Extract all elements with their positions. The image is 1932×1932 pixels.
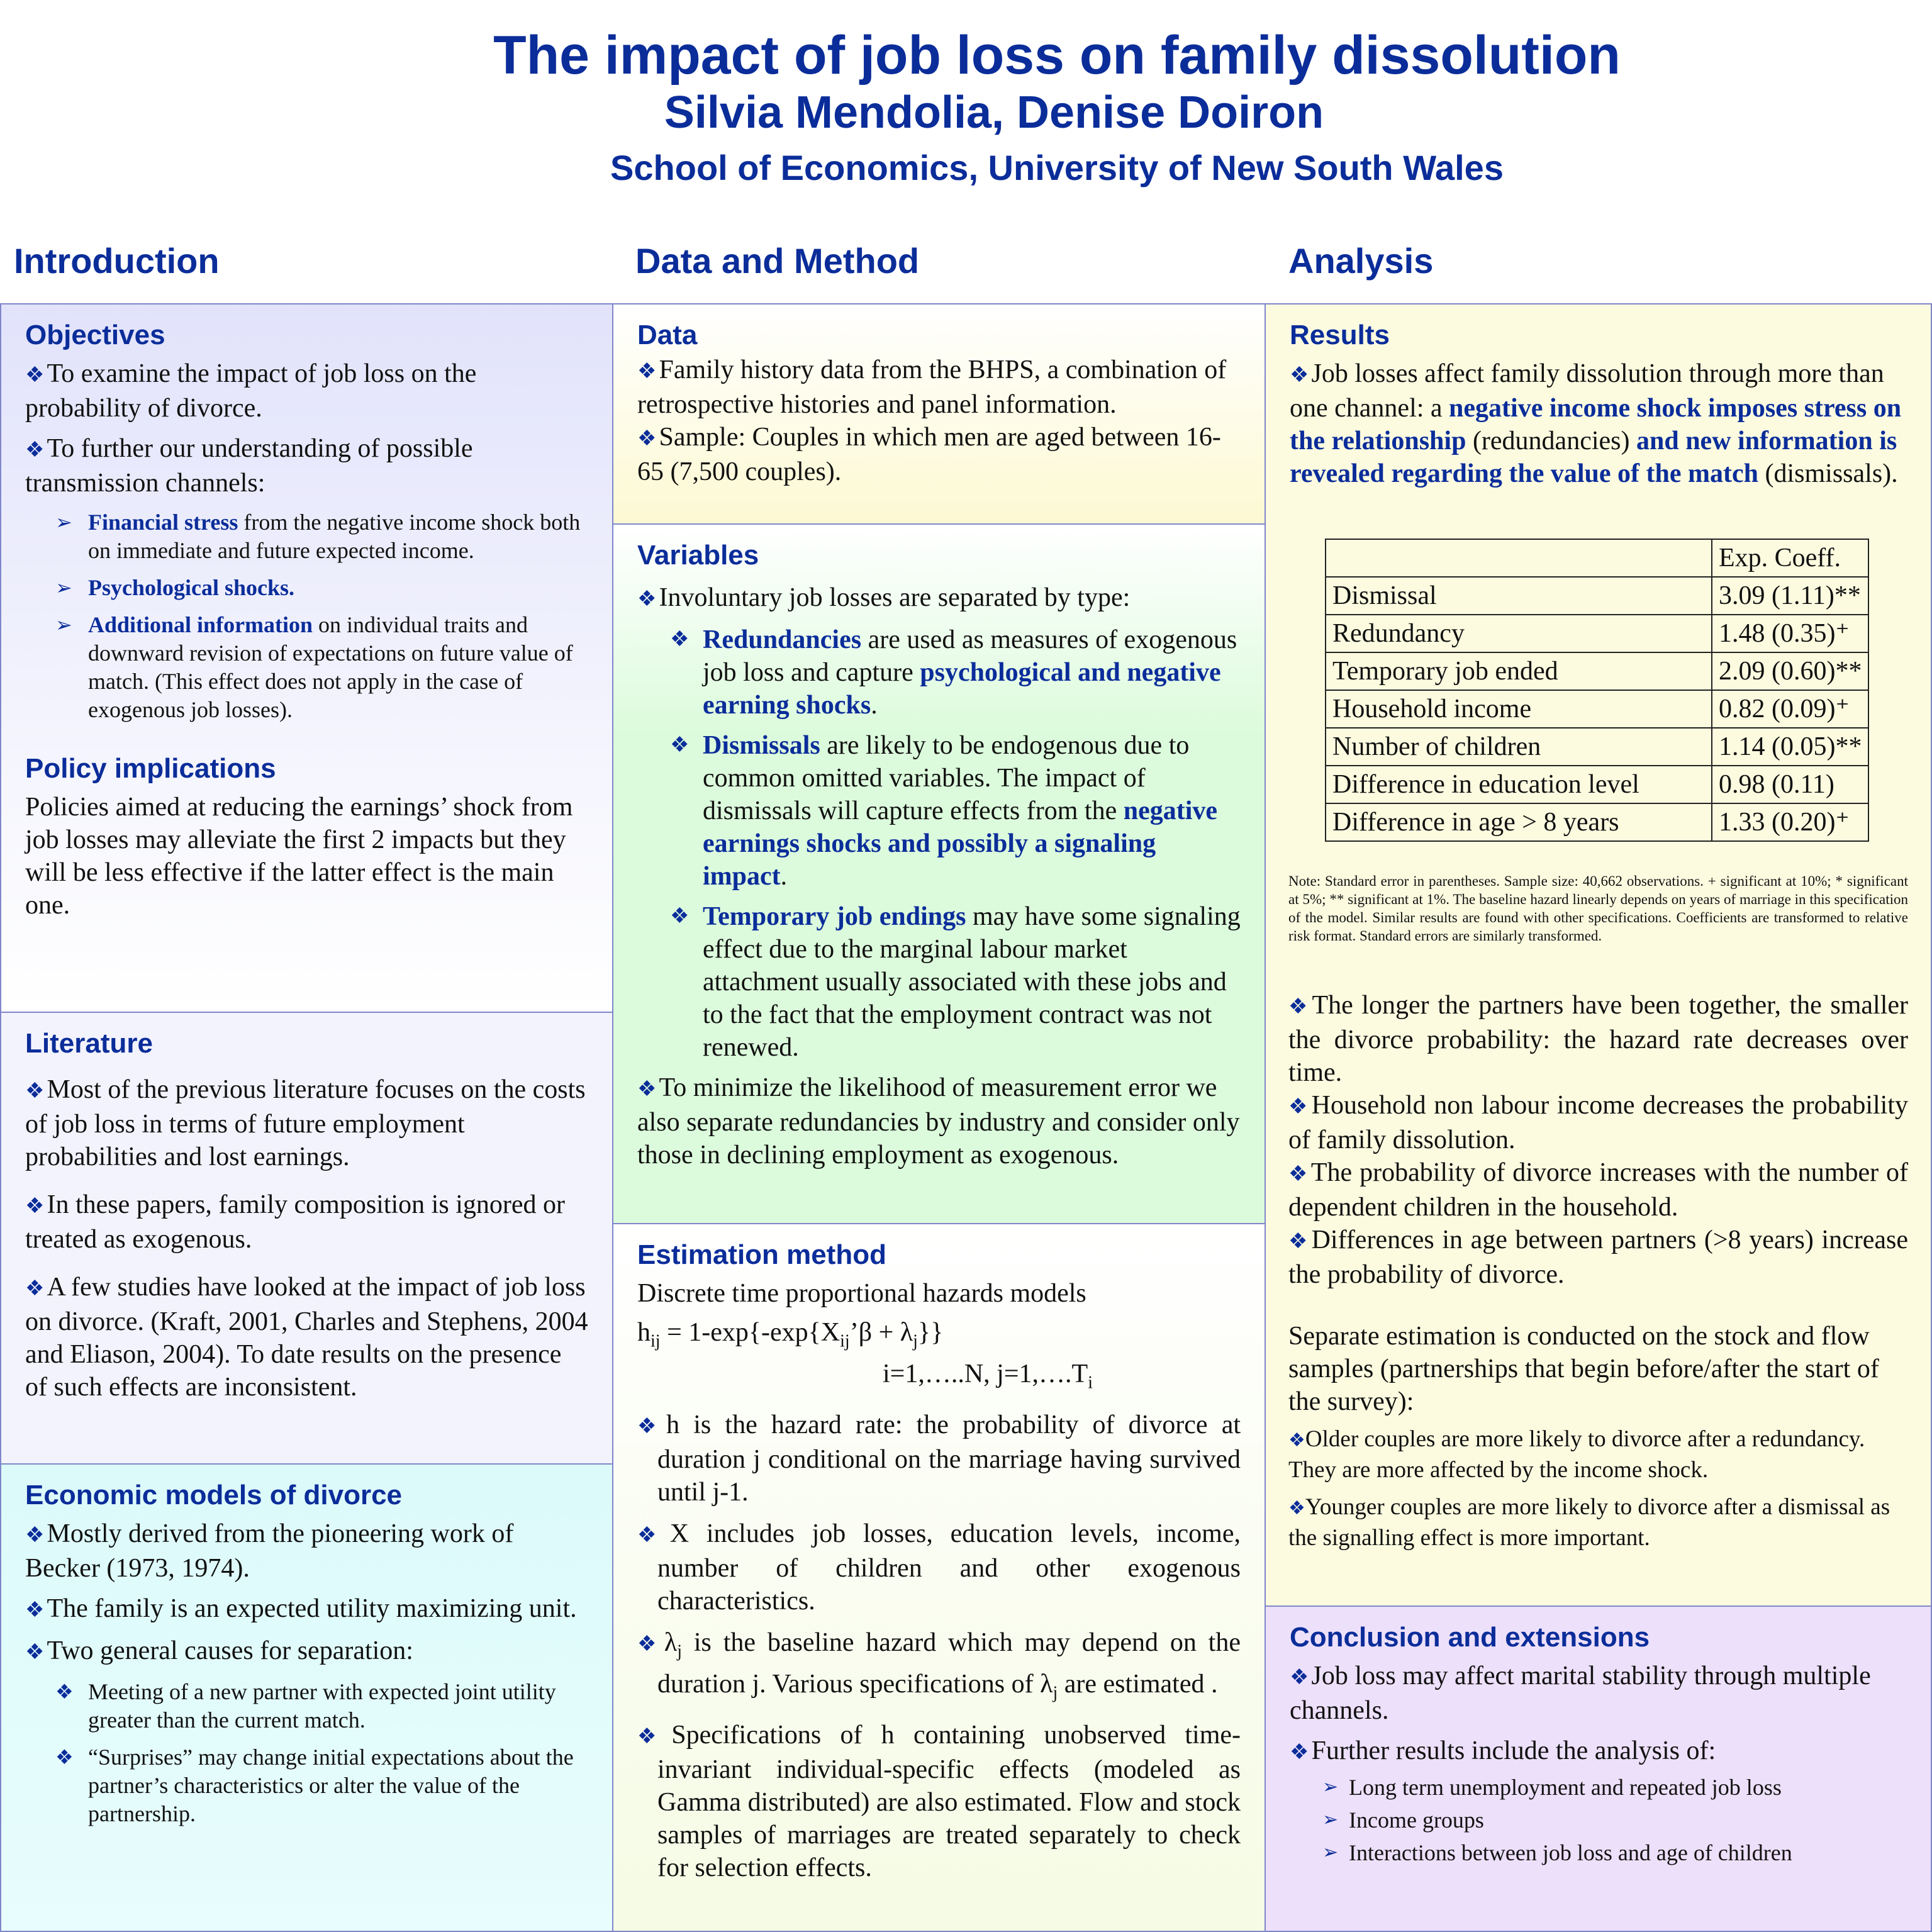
column-title-analysis: Analysis <box>1288 241 1434 281</box>
results-bullet-3: ❖Household non labour income decreases the probability of family dissolution. <box>1288 1091 1908 1154</box>
economic-bullet-2: ❖The family is an expected utility maximizing unit. <box>25 1594 577 1623</box>
results-sub-1: ❖Older couples are more likely to divorce after a redundancy. They are more affected by the income shock. <box>1288 1426 1865 1483</box>
arrow-bullet-icon: ➢ <box>1322 1809 1339 1830</box>
conclusion-panel <box>1265 1605 1932 1932</box>
table-row <box>1326 728 1868 766</box>
variables-panel <box>612 523 1266 1224</box>
diamond-bullet-icon: ❖ <box>1288 995 1310 1019</box>
list-item: ➢ Income groups <box>1290 1806 1907 1834</box>
economic-models-title: Economic models of divorce <box>25 1480 403 1510</box>
literature-title: Literature <box>25 1028 153 1059</box>
estimation-formula-index: i=1,…..N, $j=1,\dots.T_i$ <box>883 1360 1093 1393</box>
results-note-block <box>1288 872 1908 945</box>
diamond-bullet-icon: ❖ <box>637 1632 662 1656</box>
literature-panel <box>0 1012 613 1465</box>
diamond-bullet-icon: ❖ <box>25 1599 45 1622</box>
estimation-title: Estimation method <box>637 1239 887 1270</box>
diamond-bullet-icon: ❖ <box>1288 1430 1305 1451</box>
arrow-bullet-icon: ➢ <box>55 576 72 599</box>
list-item: ➢ Interactions between job loss and age of children <box>1290 1838 1907 1867</box>
results-findings <box>1288 989 1908 1553</box>
table-cell-variable: Redundancy <box>1326 615 1712 652</box>
table-cell-variable: Difference in education level <box>1326 766 1712 803</box>
literature-bullet-3: ❖A few studies have looked at the impact of job loss on divorce. (Kraft, 2001, Charles and Stephens, 2004 and Eliason, 2004). To date results on the presence of such effects are inconsistent. <box>25 1273 588 1402</box>
policy-title: Policy implications <box>25 753 276 784</box>
literature-bullet-1: ❖Most of the previous literature focuses on the costs of job loss in terms of future employment probabilities and lost earnings. <box>25 1075 586 1171</box>
diamond-bullet-icon: ❖ <box>637 1078 657 1101</box>
estimation-bullet-1: ❖h is the hazard rate: the probability of divorce at duration j conditional on the marriage having survived until j-1. <box>637 1410 1241 1507</box>
diamond-bullet-icon: ❖ <box>55 1746 74 1768</box>
diamond-bullet-icon: ❖ <box>1288 1095 1309 1119</box>
table-cell-variable: Temporary job ended <box>1326 652 1712 690</box>
results-table <box>1325 539 1869 842</box>
column-title-introduction: Introduction <box>14 241 220 281</box>
table-cell-coefficient: 2.09 (0.60)** <box>1712 652 1868 690</box>
estimation-panel <box>612 1223 1266 1932</box>
objectives-sub-1: ➢ Financial stress from the negative income shock both on immediate and future expected income. <box>55 510 581 563</box>
diamond-bullet-icon: ❖ <box>25 1080 45 1103</box>
arrow-bullet-icon: ➢ <box>55 613 72 636</box>
arrow-bullet-icon: ➢ <box>1322 1842 1339 1863</box>
diamond-bullet-icon: ❖ <box>25 364 45 387</box>
arrow-bullet-icon: ➢ <box>1322 1777 1339 1797</box>
variables-bullet-2: ❖To minimize the likelihood of measurement error we also separate redundancies by industry and consider only those in declining employment as exogenous. <box>637 1073 1240 1170</box>
economic-bullet-1: ❖Mostly derived from the pioneering work of Becker (1973, 1974). <box>25 1519 514 1583</box>
poster-authors: Silvia Mendolia, Denise Doiron <box>664 87 1324 138</box>
economic-bullet-3: ❖Two general causes for separation: <box>25 1636 413 1665</box>
table-cell-variable: Dismissal <box>1326 577 1712 615</box>
diamond-bullet-icon: ❖ <box>1288 1163 1309 1186</box>
estimation-bullet-2: ❖X includes job losses, education levels, income, number of children and other exogenous characteristics. <box>637 1519 1241 1616</box>
poster-title: The impact of job loss on family dissolution <box>493 25 1621 86</box>
data-panel <box>612 303 1266 525</box>
estimation-bullet-4: ❖Specifications of h containing unobserved time-invariant individual-specific effects (modeled as Gamma distributed) are also estimated. Flow and stock samples of marriages are treated separately to check for selection effects. <box>637 1720 1241 1882</box>
estimation-bullet-3: $❖\lambda_j$ is the baseline hazard which may depend on the duration j. Various specifications of $\lambda_j$ are estimated . <box>637 1628 1241 1703</box>
diamond-bullet-icon: ❖ <box>637 1724 669 1748</box>
table-header-row <box>1326 539 1868 577</box>
diamond-bullet-icon: ❖ <box>670 905 690 928</box>
objectives-panel <box>0 303 613 1013</box>
diamond-bullet-icon: ❖ <box>1288 1230 1309 1253</box>
table-row <box>1326 652 1868 690</box>
diamond-bullet-icon: ❖ <box>637 427 657 450</box>
table-header-empty <box>1326 539 1712 577</box>
table-row <box>1326 766 1868 803</box>
variables-sub-2: ❖ Dismissals are likely to be endogenous due to common omitted variables. The impact of dismissals will capture effects from the negative earnings shocks and possibly a signaling impact. <box>637 729 1241 893</box>
diamond-bullet-icon: ❖ <box>25 438 45 462</box>
objectives-bullet-2: ❖To further our understanding of possible transmission channels: <box>25 434 473 498</box>
table-row <box>1326 615 1868 652</box>
table-cell-coefficient: 0.98 (0.11) <box>1712 766 1868 803</box>
diamond-bullet-icon: ❖ <box>670 734 690 757</box>
estimation-intro: Discrete time proportional hazards models <box>637 1279 1086 1308</box>
diamond-bullet-icon: ❖ <box>25 1524 45 1547</box>
list-item: ➢ Long term unemployment and repeated job loss <box>1290 1773 1907 1802</box>
table-row <box>1326 577 1868 615</box>
diamond-bullet-icon: ❖ <box>670 628 690 651</box>
variables-sub-3: ❖ Temporary job endings may have some signaling effect due to the marginal labour market attachment usually associated with these jobs and to the fact that the employment contract was not renewed. <box>637 900 1241 1064</box>
objectives-sub-2: ➢ Psychological shocks. <box>25 574 588 602</box>
diamond-bullet-icon: ❖ <box>1290 1666 1309 1689</box>
table-row <box>1326 690 1868 728</box>
policy-text: Policies aimed at reducing the earnings’ shock from job losses may alleviate the first 2 impacts but they will be less effective if the latter effect is the main one. <box>25 793 573 920</box>
results-bullet-4: ❖The probability of divorce increases with the number of dependent children in the household. <box>1288 1158 1908 1222</box>
table-header-exp-coeff: Exp. Coeff. <box>1712 539 1868 577</box>
column-title-data-method: Data and Method <box>635 241 920 281</box>
economic-sub-1: ❖ Meeting of a new partner with expected joint utility greater than the current match. <box>55 1679 556 1733</box>
conclusion-title: Conclusion and extensions <box>1290 1622 1650 1653</box>
results-sub-2: ❖Younger couples are more likely to divorce after a dismissal as the signalling effect is more important. <box>1288 1494 1890 1551</box>
objectives-sub-3: ➢ Additional information on individual traits and downward revision of expectations on future value of match. (This effect does not apply in the case of exogenous job losses). <box>55 612 573 722</box>
table-cell-coefficient: 0.82 (0.09)⁺ <box>1712 690 1868 728</box>
objectives-bullet-1: ❖To examine the impact of job loss on the probability of divorce. <box>25 359 477 423</box>
arrow-bullet-icon: ➢ <box>55 511 72 533</box>
variables-sub-1: ❖ Redundancies are used as measures of exogenous job loss and capture psychological and negative earning shocks. <box>637 623 1241 722</box>
variables-bullet-1: ❖Involuntary job losses are separated by type: <box>637 583 1131 612</box>
diamond-bullet-icon: ❖ <box>637 1414 664 1438</box>
results-table-note: Note: Standard error in parentheses. Sample size: 40,662 observations. + significant at 10%; * significant at 5%; ** significant at 1%. The baseline hazard linearly depends on years of marriage in this specification of the model. Similar results are found with other specifications. Coefficients are transformed to relative risk format. Standard errors are similarly transformed. <box>1288 873 1908 944</box>
diamond-bullet-icon: ❖ <box>25 1277 45 1300</box>
estimation-formula: $h_{ij}$ = $1-\exp\{-\exp\{X_{ij}’\beta + \lambda_j\}\}$ <box>637 1318 944 1351</box>
diamond-bullet-icon: ❖ <box>25 1641 45 1664</box>
table-cell-variable: Number of children <box>1326 728 1712 766</box>
diamond-bullet-icon: ❖ <box>55 1680 74 1703</box>
diamond-bullet-icon: ❖ <box>1290 364 1309 387</box>
diamond-bullet-icon: ❖ <box>637 588 657 611</box>
data-bullet-2: ❖Sample: Couples in which men are aged between 16-65 (7,500 couples). <box>637 423 1221 486</box>
results-title: Results <box>1290 320 1390 350</box>
results-separate-estimation: Separate estimation is conducted on the stock and flow samples (partnerships that begin before/after the start of the survey): <box>1288 1322 1879 1416</box>
table-cell-coefficient: 1.33 (0.20)⁺ <box>1712 803 1868 841</box>
conclusion-bullet-2: ❖Further results include the analysis of: <box>1290 1736 1716 1765</box>
table-row <box>1326 803 1868 841</box>
results-bullet-2: ❖The longer the partners have been together, the smaller the divorce probability: the hazard rate decreases over time. <box>1288 991 1908 1087</box>
data-bullet-1: ❖Family history data from the BHPS, a combination of retrospective histories and panel information. <box>637 355 1227 419</box>
results-bullet-5: ❖Differences in age between partners (>8 years) increase the probability of divorce. <box>1288 1226 1908 1289</box>
table-cell-variable: Household income <box>1326 690 1712 728</box>
objectives-title: Objectives <box>25 320 165 350</box>
diamond-bullet-icon: ❖ <box>25 1195 45 1218</box>
table-cell-coefficient: 1.14 (0.05)** <box>1712 728 1868 766</box>
poster-affiliation: School of Economics, University of New South Wales <box>610 148 1504 187</box>
diamond-bullet-icon: ❖ <box>1288 1498 1305 1519</box>
economic-models-panel <box>0 1463 613 1932</box>
results-bullet-1: ❖Job losses affect family dissolution through more than one channel: a negative income shock imposes stress on the relationship (redundancies) and new information is revealed regarding the value of the match (dismissals). <box>1290 359 1902 488</box>
economic-sub-2: ❖ “Surprises” may change initial expectations about the partner’s characteristics or alter the value of the partnership. <box>55 1745 574 1826</box>
table-cell-coefficient: 1.48 (0.35)⁺ <box>1712 615 1868 652</box>
data-title: Data <box>637 320 698 350</box>
literature-bullet-2: ❖In these papers, family composition is ignored or treated as exogenous. <box>25 1190 565 1254</box>
table-cell-variable: Difference in age > 8 years <box>1326 803 1712 841</box>
diamond-bullet-icon: ❖ <box>637 1523 667 1547</box>
diamond-bullet-icon: ❖ <box>637 360 657 383</box>
table-cell-coefficient: 3.09 (1.11)** <box>1712 577 1868 615</box>
variables-title: Variables <box>637 540 759 571</box>
conclusion-list <box>1290 1773 1907 1867</box>
diamond-bullet-icon: ❖ <box>1290 1741 1309 1764</box>
conclusion-bullet-1: ❖Job loss may affect marital stability through multiple channels. <box>1290 1661 1871 1725</box>
